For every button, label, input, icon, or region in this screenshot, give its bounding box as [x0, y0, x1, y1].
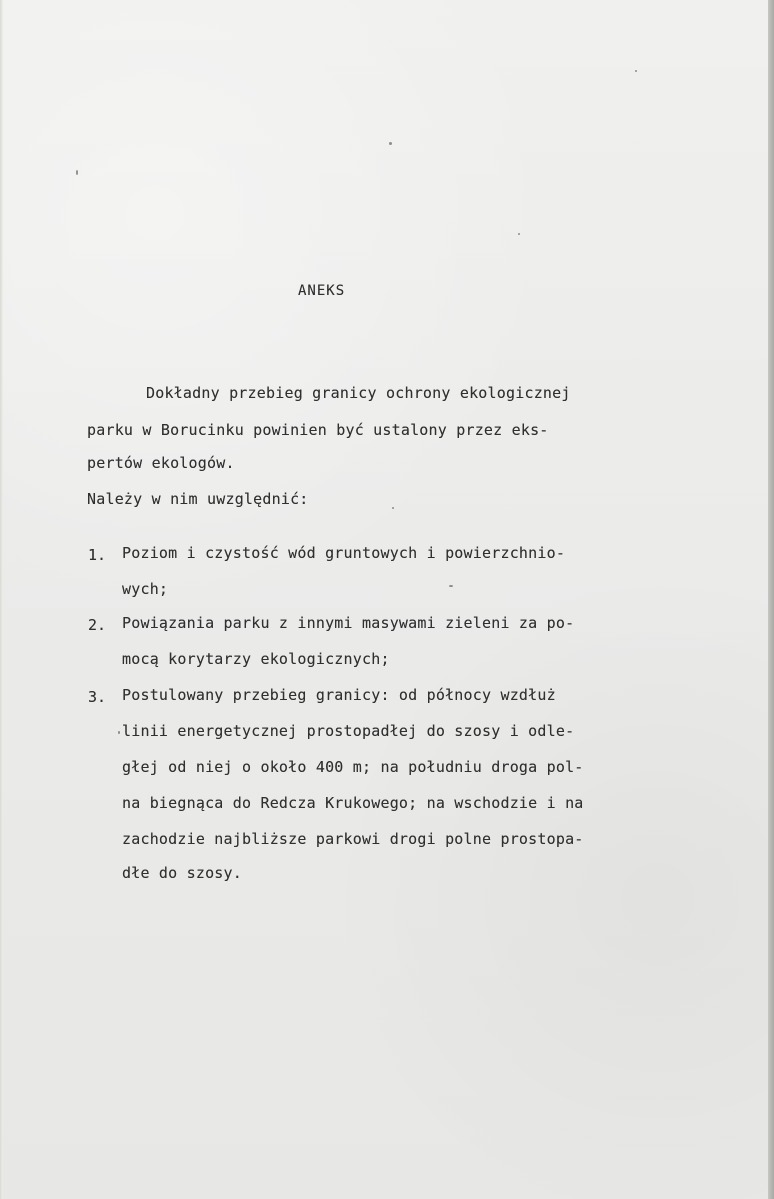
- paper-speck: [518, 233, 520, 235]
- list-item-number: 2.: [88, 616, 107, 634]
- document-heading: ANEKS: [298, 283, 346, 299]
- intro-line: pertów ekologów.: [87, 454, 235, 472]
- intro-line: Dokładny przebieg granicy ochrony ekologicznej: [146, 384, 571, 402]
- list-item-line: głej od niej o około 400 m; na południu droga pol-: [122, 758, 584, 776]
- list-item-line: dłe do szosy.: [122, 864, 242, 882]
- paper-speck: [118, 731, 120, 734]
- paper-speck: [76, 170, 78, 175]
- list-item-number: 1.: [88, 546, 107, 564]
- paper-speck: [392, 507, 394, 509]
- paper-speck: [389, 142, 392, 145]
- list-item-line: zachodzie najbliższe parkowi drogi polne prostopa-: [122, 830, 584, 848]
- list-item-line: Powiązania parku z innymi masywami zieleni za po-: [122, 614, 575, 632]
- list-item-line: mocą korytarzy ekologicznych;: [122, 650, 390, 668]
- list-item-line: Poziom i czystość wód gruntowych i powierzchnio-: [122, 544, 566, 562]
- list-item-number: 3.: [88, 688, 107, 706]
- list-item-line: na biegnąca do Redcza Krukowego; na wschodzie i na: [122, 794, 584, 812]
- paper-left-edge: [0, 0, 3, 1199]
- list-item-line: linii energetycznej prostopadłej do szosy i odle-: [122, 722, 575, 740]
- intro-line: Należy w nim uwzględnić:: [87, 490, 309, 508]
- list-item-line: Postulowany przebieg granicy: od północy wzdłuż: [122, 686, 556, 704]
- paper-speck: [449, 585, 453, 587]
- list-item-line: wych;: [122, 580, 169, 598]
- paper-speck: [635, 70, 637, 72]
- paper-right-edge: [768, 0, 774, 1199]
- intro-line: parku w Borucinku powinien być ustalony przez eks-: [87, 421, 549, 439]
